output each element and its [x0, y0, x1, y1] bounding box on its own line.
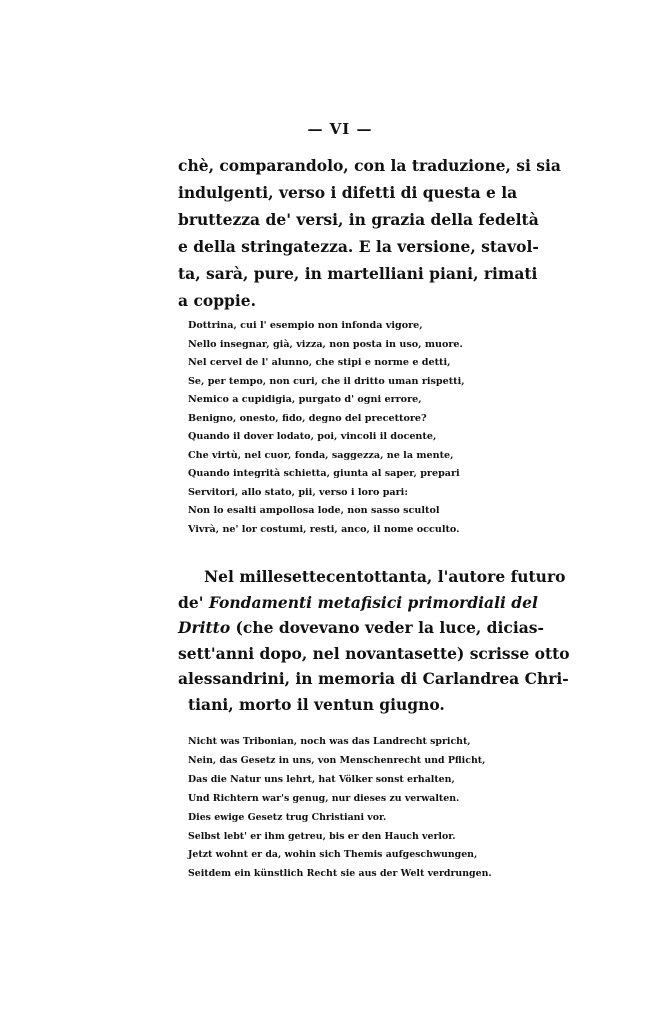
verse-line: Dottrina, cui l' esempio non infonda vigore,	[188, 320, 423, 331]
text-line	[178, 589, 538, 615]
text-line: alessandrini, in memoria di Carlandrea Chri-	[178, 669, 569, 688]
verse-line: Und Richtern war's genug, nur dieses zu verwalten.	[188, 792, 460, 804]
verse-line: Nicht was Tribonian, noch was das Landrecht spricht,	[188, 736, 471, 747]
verse-line: Vivrà, ne' lor costumi, resti, anco, il nome occulto.	[188, 523, 460, 535]
verse-line: Quando il dover lodato, poi, vincoli il docente,	[188, 431, 437, 442]
verse-line: Nello insegnar, già, vizza, non posta in uso, muore.	[188, 338, 463, 350]
text-line: sett'anni dopo, nel novantasette) scrisse otto	[178, 643, 570, 663]
verse-line: Selbst lebt' er ihm getreu, bis er den Hauch verlor.	[188, 830, 456, 842]
verse-line: Nel cervel de l' alunno, che stipi e norme e detti,	[188, 357, 451, 368]
verse-line: Non lo esalti ampollosa lode, non sasso scultol	[188, 505, 440, 516]
verse-line: Se, per tempo, non curi, che il dritto uman rispetti,	[188, 375, 465, 387]
text-line: ta, sarà, pure, in martelliani piani, rimati	[178, 264, 538, 283]
verse-line: Seitdem ein künstlich Recht sie aus der Welt verdrungen.	[188, 868, 492, 880]
verse-line: Benigno, onesto, fido, degno del precettore?	[188, 412, 427, 424]
text-line: a coppie.	[178, 291, 257, 310]
text-line: Nel millesettecentottanta, l'autore futuro	[204, 567, 566, 586]
page-number: — VI —	[307, 120, 373, 138]
text-line: bruttezza de' versi, in grazia della fedeltà	[178, 210, 539, 229]
book-title-italic: Dritto	[178, 618, 231, 637]
verse-line: Nemico a cupidigia, purgato d' ogni errore,	[188, 394, 422, 405]
text-line: e della stringatezza. E la versione, stavol-	[178, 237, 539, 256]
text-fragment: de'	[178, 592, 209, 612]
paragraph-author-note	[178, 563, 570, 716]
italian-poem	[188, 317, 465, 539]
verse-line: Jetzt wohnt er da, wohin sich Themis aufgeschwungen,	[188, 849, 478, 861]
book-title-italic: Fondamenti metafisici primordiali del	[208, 592, 538, 612]
german-poem	[188, 733, 492, 884]
verse-line: Das die Natur uns lehrt, hat Völker sonst erhalten,	[188, 773, 455, 785]
text-line: chè, comparandolo, con la traduzione, si sia	[178, 156, 561, 175]
paragraph-translation-note	[178, 152, 561, 314]
verse-line: Quando integrità schietta, giunta al saper, prepari	[188, 468, 460, 479]
verse-line: Servitori, allo stato, pii, verso i loro pari:	[188, 486, 408, 498]
text-fragment: (che dovevano veder la luce, dicias-	[230, 618, 544, 637]
verse-line: Che virtù, nel cuor, fonda, saggezza, ne la mente,	[188, 449, 454, 461]
text-line: indulgenti, verso i difetti di questa e la	[178, 183, 518, 202]
text-line: tiani, morto il ventun giugno.	[188, 694, 445, 714]
text-line	[178, 614, 544, 640]
verse-line: Nein, das Gesetz in uns, von Menschenrecht und Pflicht,	[188, 754, 486, 766]
verse-line: Dies ewige Gesetz trug Christiani vor.	[188, 811, 387, 823]
